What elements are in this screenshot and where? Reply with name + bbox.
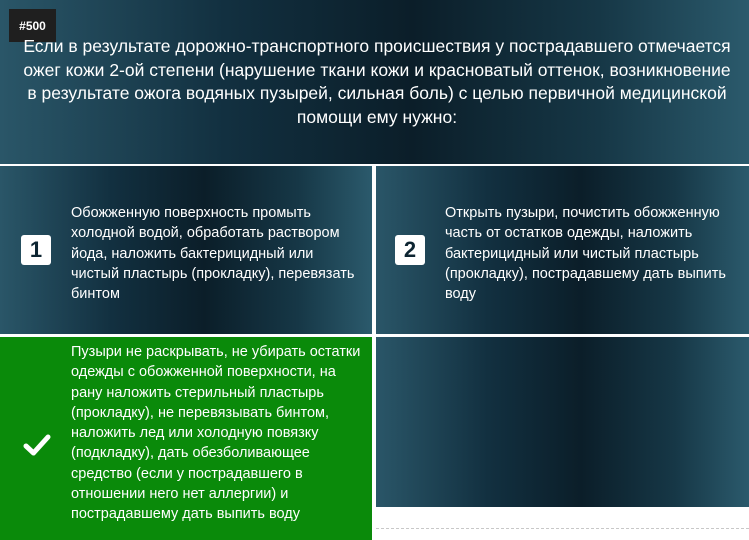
option-number-badge: 1 bbox=[21, 235, 51, 265]
question-panel bbox=[0, 0, 749, 164]
checkmark-icon bbox=[23, 433, 51, 457]
answer-option-2[interactable] bbox=[376, 166, 749, 334]
divider bbox=[376, 528, 749, 529]
answer-option-3-correct[interactable] bbox=[0, 337, 372, 540]
answer-text: Обожженную поверхность промыть холодной водой, обработать раствором йода, наложить бактерицидный или чистый пластырь (прокладку), перевязать бинтом bbox=[71, 205, 355, 303]
answer-option-1[interactable] bbox=[0, 166, 372, 334]
question-number-badge: #500 bbox=[9, 9, 56, 42]
answer-text: Открыть пузыри, почистить обожженную часть от остатков одежды, наложить бактерицидный или чистый пластырь (прокладку), пострадавшему дать выпить воду bbox=[445, 205, 726, 303]
answer-text: Пузыри не раскрывать, не убирать остатки одежды с обожженной поверхности, на рану наложить стерильный пластырь (прокладку), не перевязывать бинтом, наложить лед или холодную повязку (подкладку), дать обезболивающее средство (если у пострадавшего в отношении него нет аллергии) и пострадавшему дать выпить воду bbox=[71, 344, 361, 523]
empty-panel bbox=[376, 337, 749, 507]
question-text: Если в результате дорожно-транспортного происшествия у пострадавшего отмечается ожег кожи 2-ой степени (нарушение ткани кожи и красноватый оттенок, возникновение в результате ожога водяных пузырей, сильная боль) с целью первичной медицинской помощи ему нужно: bbox=[23, 36, 731, 127]
option-number-badge: 2 bbox=[395, 235, 425, 265]
